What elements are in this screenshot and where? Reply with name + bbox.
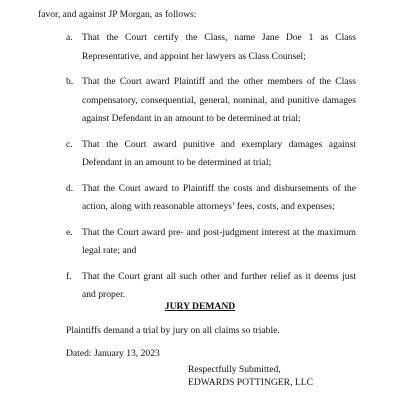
prayer-text: That the Court award Plaintiff and the other members of the Class compensatory, consequential, general, nominal, and punitive damages against Defendant in an amount to be determined at trial;: [82, 76, 356, 124]
prayer-marker: b.: [66, 76, 74, 87]
prayer-marker: a.: [66, 32, 73, 43]
prayer-item-b: [66, 73, 356, 129]
intro-text: favor, and against JP Morgan, as follows:: [38, 9, 197, 20]
prayer-marker: f.: [66, 270, 72, 282]
prayer-item-a: [66, 29, 356, 66]
signature-firm: EDWARDS POTTINGER, LLC: [188, 377, 313, 388]
prayer-text: That the Court award to Plaintiff the costs and disbursements of the action, along with reasonable attorneys’ fees, costs, and expenses;: [82, 182, 356, 212]
prayer-marker: c.: [66, 138, 73, 150]
prayer-marker: e.: [66, 226, 73, 238]
prayer-marker: d.: [66, 182, 74, 194]
prayer-text: That the Court grant all such other and further relief as it deems just and proper.: [82, 270, 356, 300]
prayer-text: That the Court certify the Class, name Jane Doe 1 as Class Representative, and appoint her lawyers as Class Counsel;: [82, 32, 356, 62]
prayer-text: That the Court award punitive and exemplary damages against Defendant in an amount to be determined at trial;: [82, 138, 356, 168]
jury-demand-text: Plaintiffs demand a trial by jury on all claims so triable.: [66, 325, 280, 336]
prayer-item-c: [66, 136, 356, 173]
prayer-item-e: [66, 224, 356, 261]
prayer-item-d: [66, 180, 356, 217]
signature-block: [188, 363, 313, 389]
dated-line: Dated: January 13, 2023: [66, 348, 160, 359]
prayer-for-relief-list: [66, 29, 356, 312]
jury-demand-heading: JURY DEMAND: [164, 301, 236, 312]
signature-closing: Respectfully Submitted,: [188, 364, 281, 375]
prayer-text: That the Court award pre- and post-judgment interest at the maximum legal rate; and: [82, 226, 356, 256]
